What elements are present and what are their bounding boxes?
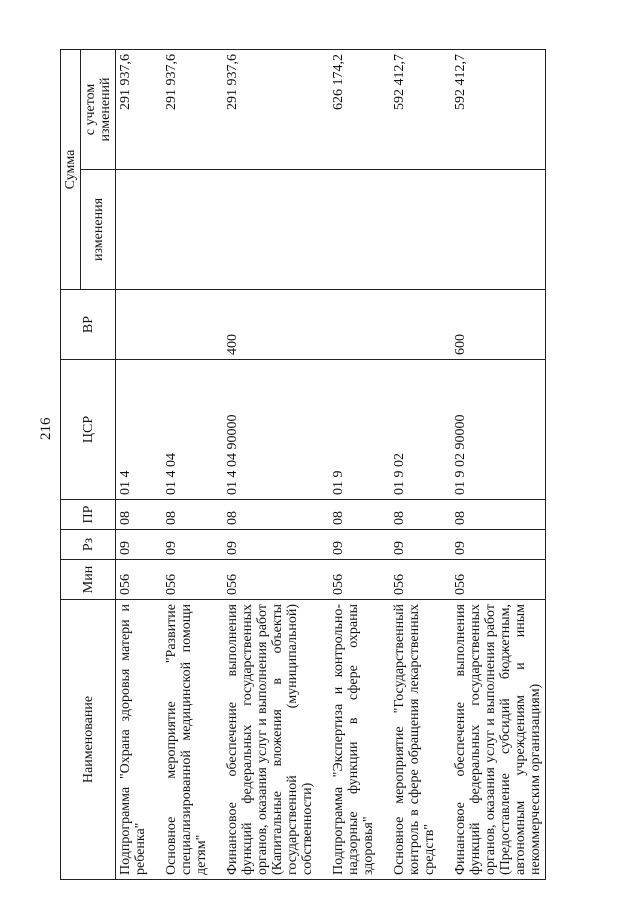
header-csr: ЦСР (61, 360, 116, 500)
row-gap (317, 50, 329, 880)
header-row (61, 50, 81, 880)
row-with-changes: 291 937,6 (116, 50, 151, 170)
row-rz: 09 (329, 530, 378, 560)
row-vr: 600 (451, 290, 546, 360)
row-changes (223, 170, 317, 290)
row-changes (329, 170, 378, 290)
table-row (223, 50, 317, 880)
row-rz: 09 (223, 530, 317, 560)
row-csr: 01 9 (329, 360, 378, 500)
header-rz: Рз (61, 530, 116, 560)
row-csr: 01 9 02 (390, 360, 439, 500)
table-row (451, 50, 546, 880)
table-row (116, 50, 151, 880)
row-rz: 09 (451, 530, 546, 560)
row-vr (162, 290, 211, 360)
row-with-changes: 291 937,6 (162, 50, 211, 170)
row-vr (116, 290, 151, 360)
header-name: Наименование (61, 600, 116, 880)
row-gap (378, 50, 390, 880)
row-min: 056 (329, 560, 378, 600)
row-name: Финансовое обеспечение выполнения функций федеральных государственных органов, оказания услуг и выполнения работ (Предоставление субсидий бюджетным, автономным учреждениям и иным некоммерческим организациям) (451, 600, 546, 880)
row-with-changes: 291 937,6 (223, 50, 317, 170)
budget-table (60, 49, 546, 880)
header-pr: ПР (61, 500, 116, 530)
row-pr: 08 (390, 500, 439, 530)
table-row (329, 50, 378, 880)
row-min: 056 (390, 560, 439, 600)
row-pr: 08 (223, 500, 317, 530)
row-changes (116, 170, 151, 290)
header-min: Мин (61, 560, 116, 600)
row-pr: 08 (329, 500, 378, 530)
row-rz: 09 (116, 530, 151, 560)
header-changes: изменения (81, 170, 116, 290)
row-csr: 01 9 02 90000 (451, 360, 546, 500)
row-min: 056 (451, 560, 546, 600)
table-row (390, 50, 439, 880)
row-csr: 01 4 (116, 360, 151, 500)
row-with-changes: 592 412,7 (451, 50, 546, 170)
row-pr: 08 (116, 500, 151, 530)
row-gap (211, 50, 223, 880)
row-name: Основное мероприятие "Государственный контроль в сфере обращения лекарственных средств" (390, 600, 439, 880)
row-gap (439, 50, 451, 880)
row-vr (329, 290, 378, 360)
row-rz: 09 (162, 530, 211, 560)
row-changes (162, 170, 211, 290)
row-changes (390, 170, 439, 290)
row-pr: 08 (162, 500, 211, 530)
row-with-changes: 626 174,2 (329, 50, 378, 170)
row-vr (390, 290, 439, 360)
row-min: 056 (162, 560, 211, 600)
row-with-changes: 592 412,7 (390, 50, 439, 170)
row-changes (451, 170, 546, 290)
row-csr: 01 4 04 (162, 360, 211, 500)
row-min: 056 (116, 560, 151, 600)
rotated-page-content (60, 50, 580, 880)
row-min: 056 (223, 560, 317, 600)
row-vr: 400 (223, 290, 317, 360)
row-pr: 08 (451, 500, 546, 530)
header-vr: ВР (61, 290, 116, 360)
header-sum: Сумма (61, 50, 81, 290)
row-name: Подпрограмма "Охрана здоровья матери и ребенка" (116, 600, 151, 880)
row-rz: 09 (390, 530, 439, 560)
row-name: Подпрограмма "Экспертиза и контрольно-надзорные функции в сфере охраны здоровья" (329, 600, 378, 880)
page-number: 216 (38, 417, 54, 440)
table-row (162, 50, 211, 880)
header-with-changes: с учетом изменений (81, 50, 116, 170)
row-name: Финансовое обеспечение выполнения функций федеральных государственных органов, оказания услуг и выполнения работ (Капитальные вложения в объекты государственной (муниципальной) собственности) (223, 600, 317, 880)
row-name: Основное мероприятие "Развитие специализированной медицинской помощи детям" (162, 600, 211, 880)
row-gap (150, 50, 162, 880)
row-csr: 01 4 04 90000 (223, 360, 317, 500)
